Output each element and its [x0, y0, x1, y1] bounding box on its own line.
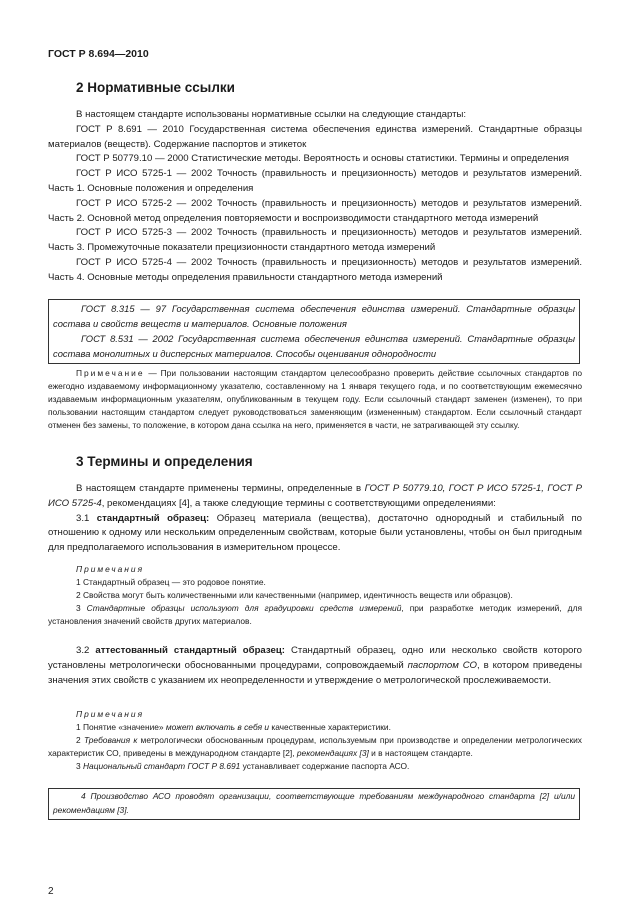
ref-item: ГОСТ Р ИСО 5725-2 — 2002 Точность (правильность и прецизионность) методов и результатов измерений. Часть 2. Основной метод определения повторяемости и воспроизводимости стандартного метода измерений	[48, 197, 582, 224]
term-3-1: 3.1 стандартный образец: Образец материала (вещества), достаточно однородный и стабильный по отношению к одному или нескольким определенным свойствам, которые были установлены, чтобы он был пригодным для предполагаемого использования в измерительном процессе.	[48, 512, 582, 554]
boxed-ref: ГОСТ 8.531 — 2002 Государственная система обеспечения единства измерений. Стандартные образцы состава монолитных и дисперсных материалов. Способы оценивания однородности	[53, 333, 575, 359]
ref-item: ГОСТ Р 8.691 — 2010 Государственная система обеспечения единства измерений. Стандартные образцы материалов (веществ). Содержание паспортов и этикеток	[48, 123, 582, 150]
ref-item: ГОСТ Р ИСО 5725-1 — 2002 Точность (правильность и прецизионность) методов и результатов измерений. Часть 1. Основные положения и определения	[48, 168, 582, 194]
ref-item: ГОСТ Р 50779.10 — 2000 Статистические методы. Вероятность и основы статистики. Термины и определения	[76, 153, 569, 165]
page-number: 2	[48, 886, 54, 897]
note-label: Примечание	[76, 368, 145, 378]
boxed-ref: ГОСТ 8.315 — 97 Государственная система обеспечения единства измерений. Стандартные образцы состава и свойств веществ и материалов. Основные положения	[53, 303, 575, 329]
amendment-box	[48, 299, 580, 364]
s2-note	[48, 367, 582, 432]
section-3-title: 3 Термины и определения	[76, 454, 253, 469]
term-3-2-name: аттестованный стандартный образец:	[95, 645, 285, 656]
section-2-body	[48, 108, 582, 286]
notes-label: Примечания	[76, 709, 145, 719]
note-text: — При пользовании настоящим стандартом целесообразно проверить действие ссылочных стандартов по ежегодно издаваемому информационному указателю, составленному на 1 января текущего года, и по соответствующим ежемесячно издаваемым информационным указателям, опубликованным в текущем году. Если ссылочный стандарт заменен (изменен), то при пользовании настоящим стандартом следует руководствоваться заменяющим (измененным) стандартом. Если ссылочный стандарт отменен без замены, то положение, в котором дана ссылка на него, применяется в части, не затрагивающей эту ссылку.	[48, 368, 582, 430]
notes-label: Примечания	[76, 564, 145, 574]
s2-intro: В настоящем стандарте использованы нормативные ссылки на следующие стандарты:	[76, 109, 467, 120]
doc-header: ГОСТ Р 8.694—2010	[48, 48, 149, 60]
ref-item: ГОСТ Р ИСО 5725-3 — 2002 Точность (правильность и прецизионность) методов и результатов измерений. Часть 3. Промежуточные показатели прецизионности стандартного метода измерений	[48, 227, 582, 254]
term-3-1-notes: Примечания 1 Стандартный образец — это родовое понятие. 2 Свойства могут быть количественными или качественными (например, идентичность веществ или образцов). 3 Стандартные образцы используют для градуировки средств измерений, при разработке методик измерений, для установления значений свойств других материалов.	[48, 564, 582, 626]
section-3-body	[48, 482, 582, 556]
term-3-1-name: стандартный образец:	[96, 512, 210, 524]
ref-item: ГОСТ Р ИСО 5725-4 — 2002 Точность (правильность и прецизионность) методов и результатов измерений. Часть 4. Основные методы определения правильности стандартного метода измерений	[48, 256, 582, 283]
term-3-2: 3.2 аттестованный стандартный образец: Стандартный образец, одно или несколько свойств которого установлены метрологически обоснованными процедурами, сопровождаемый паспортом СО, в котором приведены значения этих свойств с указанием их неопределенности и утверждение о метрологической прослеживаемости.	[48, 645, 582, 686]
section-2-title: 2 Нормативные ссылки	[76, 80, 235, 95]
term-3-2-notes: Примечания 1 Понятие «значение» может включать в себя и качественные характеристики. 2 Требования к метрологически обоснованным процедурам, используемым при производстве и определении метрологических характеристик СО, приведены в международном стандарте [2], рекомендациях [3] и в настоящем стандарте. 3 Национальный стандарт ГОСТ Р 8.691 устанавливает содержание паспорта АСО.	[48, 709, 582, 771]
note-4-box: 4 Производство АСО проводят организации, соответствующие требованиям международного стандарта [2] и/или рекомендациям [3].	[48, 788, 580, 820]
s3-intro: В настоящем стандарте применены термины, определенные в ГОСТ Р 50779.10, ГОСТ Р ИСО 5725-1, ГОСТ Р ИСО 5725-4, рекомендациях [4], а также следующие термины с соответствующими определениями:	[48, 483, 582, 509]
